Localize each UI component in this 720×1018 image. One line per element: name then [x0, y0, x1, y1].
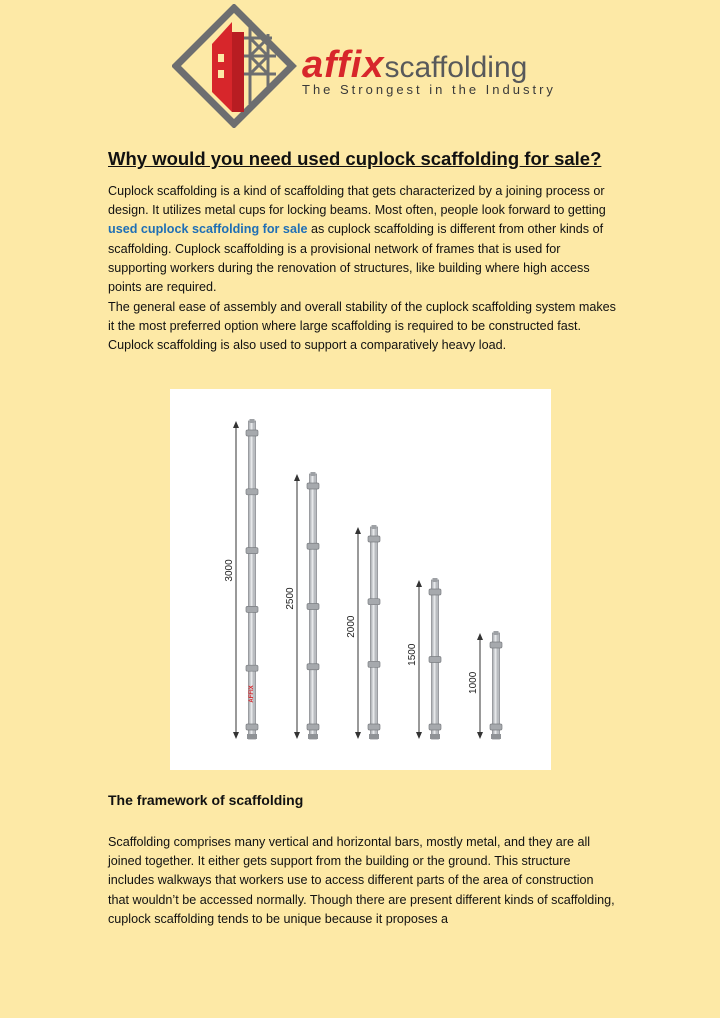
standard-1000 [468, 631, 502, 739]
cuplock-standards-image [170, 389, 551, 770]
pipe-highlight [373, 527, 375, 739]
cup-joint [246, 665, 258, 671]
assembly-paragraph: The general ease of assembly and overall stability of the cuplock scaffolding system makes it the most preferred option where large scaffolding is required to be constructed fast. Cuplock scaffolding is also used to support a comparatively heavy load. [108, 300, 616, 353]
standard-3000 [224, 419, 258, 739]
pipe-spigot [372, 525, 377, 529]
pipe-spigot [433, 578, 438, 582]
arrow-down-icon [355, 732, 361, 739]
cup-joint [429, 589, 441, 595]
page-title: Why would you need used cuplock scaffolding for sale? [108, 148, 602, 169]
pipe-spigot [311, 472, 316, 476]
cup-joint [429, 724, 441, 730]
pipe-spigot [250, 419, 255, 423]
cup-joint [246, 724, 258, 730]
cup-joint [490, 642, 502, 648]
arrow-down-icon [233, 732, 239, 739]
arrow-down-icon [477, 732, 483, 739]
cup-joint [368, 536, 380, 542]
cup-joint [307, 483, 319, 489]
arrow-up-icon [477, 633, 483, 640]
cup-joint [368, 661, 380, 667]
standards-illustration [170, 389, 551, 770]
cup-joint [368, 724, 380, 730]
logo-wordmark [302, 44, 527, 87]
standard-2000 [346, 525, 380, 739]
cup-joint [246, 606, 258, 612]
length-label: 1000 [468, 671, 479, 694]
arrow-up-icon [233, 421, 239, 428]
arrow-up-icon [416, 580, 422, 587]
logo-brand: affix [302, 44, 385, 86]
framework-paragraph: Scaffolding comprises many vertical and horizontal bars, mostly metal, and they are all joined together. It either gets support from the building or the ground. This structure includes walkways that workers use to access different parts of the area of construction that wouldn’t be accessed normally. Though there are present different kinds of scaffolding, cuplock scaffolding tends to be unique because it proposes a [108, 835, 615, 926]
brand-logo [172, 4, 556, 128]
length-label: 2500 [285, 587, 296, 610]
length-label: 2000 [346, 615, 357, 638]
arrow-down-icon [416, 732, 422, 739]
cup-joint [490, 724, 502, 730]
logo-emblem-icon [172, 4, 302, 128]
intro-text-end: as cuplock scaffolding is different from other kinds of scaffolding. Cuplock scaffolding is a provisional network of frames that is used for supporting workers during the renovation of structures, like building where high access points are required. [108, 222, 604, 295]
framework-heading: The framework of scaffolding [108, 792, 304, 808]
arrow-up-icon [294, 474, 300, 481]
cup-joint [307, 543, 319, 549]
arrow-down-icon [294, 732, 300, 739]
cup-joint [307, 724, 319, 730]
cuplock-sale-link[interactable]: used cuplock scaffolding for sale [108, 222, 308, 237]
pipe-spigot [494, 631, 499, 635]
cup-joint [246, 548, 258, 554]
cup-joint [429, 657, 441, 663]
cup-joint [368, 599, 380, 605]
pipe-brand-mark: AFFIX [249, 685, 255, 703]
intro-paragraph [108, 182, 618, 297]
cup-joint [246, 489, 258, 495]
pipe-base [430, 734, 440, 739]
length-label: 3000 [224, 559, 235, 582]
logo-brand-suffix: scaffolding [384, 51, 528, 84]
pipe-highlight [495, 633, 497, 739]
cup-joint [307, 604, 319, 610]
cup-joint [307, 664, 319, 670]
intro-text-start: Cuplock scaffolding is a kind of scaffolding that gets characterized by a joining process or design. It utilizes metal cups for locking beams. Most often, people look forward to getting [108, 184, 606, 218]
pipe-base [247, 734, 257, 739]
pipe-base [491, 734, 501, 739]
length-label: 1500 [407, 643, 418, 666]
cup-joint [246, 430, 258, 436]
arrow-up-icon [355, 527, 361, 534]
pipe-base [369, 734, 379, 739]
pipe-base [308, 734, 318, 739]
standard-2500 [285, 472, 319, 739]
standard-1500 [407, 578, 441, 739]
logo-tagline: The Strongest in the Industry [302, 82, 556, 97]
